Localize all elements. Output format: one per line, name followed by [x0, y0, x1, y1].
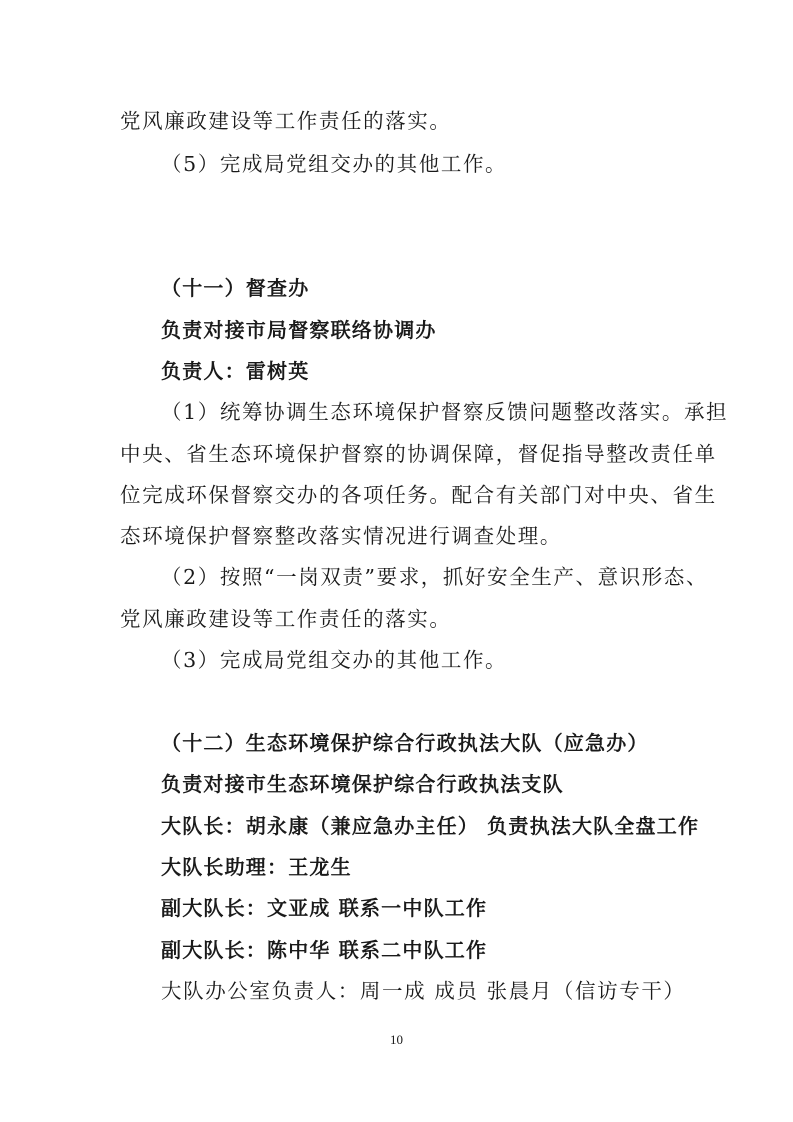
list-item-5: （5）完成局党组交办的其他工作。 — [161, 152, 508, 176]
person-in-charge-line: 负责人：雷树英 — [161, 359, 310, 383]
responsibility-line: 负责对接市生态环境保护综合行政执法支队 — [161, 772, 564, 796]
paragraph-line: 中央、省生态环境保护督察的协调保障，督促指导整改责任单 — [120, 442, 717, 466]
paragraph-line: 党风廉政建设等工作责任的落实。 — [120, 109, 452, 133]
deputy-leader-line: 副大队长：文亚成 联系一中队工作 — [161, 896, 488, 920]
paragraph-line: （2）按照“一岗双责”要求，抓好安全生产、意识形态、 — [161, 565, 709, 589]
responsibility-line: 负责对接市局督察联络协调办 — [161, 318, 437, 342]
paragraph-line: 态环境保护督察整改落实情况进行调查处理。 — [120, 524, 562, 548]
paragraph-line: （1）统筹协调生态环境保护督察反馈问题整改落实。承担 — [161, 400, 729, 424]
page-number: 10 — [390, 1032, 403, 1047]
leader-assistant-line: 大队长助理：王龙生 — [161, 855, 352, 879]
section-heading-supervision-office: （十一）督查办 — [161, 276, 310, 300]
paragraph-line: 位完成环保督察交办的各项任务。配合有关部门对中央、省生 — [120, 483, 717, 507]
list-item-3: （3）完成局党组交办的其他工作。 — [161, 648, 508, 672]
paragraph-line: 党风廉政建设等工作责任的落实。 — [120, 607, 452, 631]
deputy-leader-line: 副大队长：陈中华 联系二中队工作 — [161, 938, 488, 962]
brigade-leader-line: 大队长：胡永康（兼应急办主任） 负责执法大队全盘工作 — [161, 814, 700, 838]
section-heading-enforcement-brigade: （十二）生态环境保护综合行政执法大队（应急办） — [161, 731, 649, 755]
office-staff-line: 大队办公室负责人：周一成 成员 张晨月（信访专干） — [161, 979, 686, 1003]
